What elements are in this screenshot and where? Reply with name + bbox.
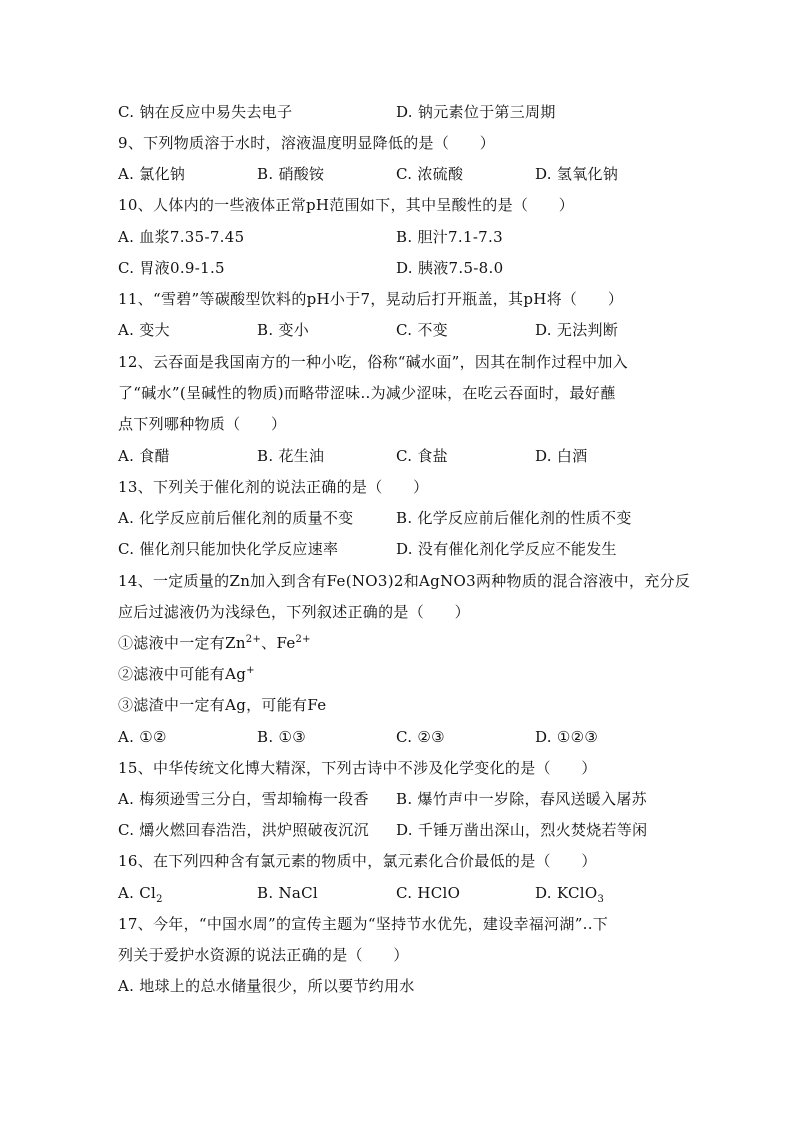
question-14-statement-2 bbox=[118, 664, 255, 684]
question-9-options bbox=[118, 164, 678, 184]
option-a: A. ①② bbox=[118, 728, 167, 746]
subscript: 3 bbox=[597, 894, 605, 905]
option-c: C. 钠在反应中易失去电子 bbox=[118, 103, 293, 121]
option-d: D. 千锤万凿出深山，烈火焚烧若等闲 bbox=[396, 821, 648, 839]
option-b: B. ①③ bbox=[257, 728, 306, 746]
option-d: D. 钠元素位于第三周期 bbox=[396, 103, 556, 121]
option-a: A. 化学反应前后催化剂的质量不变 bbox=[118, 509, 354, 527]
question-17-line-1: 17、今年，“中国水周”的宣传主题为“坚持节水优先，建设幸福河湖”..下 bbox=[118, 915, 609, 933]
question-16: 16、在下列四种含有氯元素的物质中，氯元素化合价最低的是（ ） bbox=[118, 852, 597, 870]
question-14-statement-1 bbox=[118, 633, 311, 653]
option-d: D. 胰液7.5-8.0 bbox=[396, 259, 504, 277]
option-a bbox=[118, 883, 163, 903]
option-a: A. 梅须逊雪三分白，雪却输梅一段香 bbox=[118, 790, 369, 808]
option-b: B. 化学反应前后催化剂的性质不变 bbox=[396, 509, 632, 527]
question-14-statement-3: ③滤渣中一定有Ag，可能有Fe bbox=[118, 696, 327, 714]
option-c: C. 爝火燃回春浩浩，洪炉照破夜沉沉 bbox=[118, 821, 369, 839]
question-14-line-2: 应后过滤液仍为浅绿色，下列叙述正确的是（ ） bbox=[118, 603, 470, 621]
option-b: B. 胆汁7.1-7.3 bbox=[396, 228, 503, 246]
statement-text: ②滤液中可能有Ag bbox=[118, 665, 247, 683]
question-17-line-2: 列关于爱护水资源的说法正确的是（ ） bbox=[118, 946, 409, 964]
option-line bbox=[118, 102, 678, 122]
question-10: 10、人体内的一些液体正常pH范围如下，其中呈酸性的是（ ） bbox=[118, 196, 575, 214]
option-c: C. 浓硫酸 bbox=[396, 165, 464, 183]
question-12-line-3: 点下列哪种物质（ ） bbox=[118, 415, 287, 433]
statement-text: 、Fe bbox=[261, 634, 296, 652]
option-b: B. 变小 bbox=[257, 321, 310, 339]
question-11-options bbox=[118, 320, 678, 340]
option-b: B. 爆竹声中一岁除，春风送暖入屠苏 bbox=[396, 790, 647, 808]
question-10-options-2 bbox=[118, 258, 678, 278]
superscript: + bbox=[246, 665, 255, 676]
option-b: B. 硝酸铵 bbox=[257, 165, 325, 183]
option-c: C. 胃液0.9-1.5 bbox=[118, 259, 225, 277]
option-c: C. 食盐 bbox=[396, 447, 448, 465]
question-16-options bbox=[118, 883, 678, 903]
question-10-options-1 bbox=[118, 227, 678, 247]
option-a: A. 食醋 bbox=[118, 447, 170, 465]
question-15-options-2 bbox=[118, 820, 678, 840]
formula-text: D. KClO bbox=[535, 884, 598, 902]
statement-text: ①滤液中一定有Zn bbox=[118, 634, 246, 652]
superscript: 2+ bbox=[295, 634, 311, 645]
question-15-options-1 bbox=[118, 789, 678, 809]
question-13-options-1 bbox=[118, 508, 678, 528]
option-c: C. ②③ bbox=[396, 728, 445, 746]
option-b: B. 花生油 bbox=[257, 447, 325, 465]
formula-text: A. Cl bbox=[118, 884, 157, 902]
option-d: D. 无法判断 bbox=[535, 321, 619, 339]
question-15: 15、中华传统文化博大精深，下列古诗中不涉及化学变化的是（ ） bbox=[118, 759, 597, 777]
subscript: 2 bbox=[156, 894, 163, 905]
option-d: D. 没有催化剂化学反应不能发生 bbox=[396, 540, 617, 558]
question-9: 9、下列物质溶于水时，溶液温度明显降低的是（ ） bbox=[118, 134, 496, 152]
option-c: C. 不变 bbox=[396, 321, 448, 339]
option-d bbox=[535, 883, 604, 903]
question-12-line-1: 12、云吞面是我国南方的一种小吃，俗称“碱水面”，因其在制作过程中加入 bbox=[118, 353, 628, 371]
question-12-line-2: 了“碱水”(呈碱性的物质)而略带涩味..为减少涩味，在吃云吞面时，最好蘸 bbox=[118, 384, 616, 402]
question-13: 13、下列关于催化剂的说法正确的是（ ） bbox=[118, 478, 429, 496]
question-12-options bbox=[118, 446, 678, 466]
superscript: 2+ bbox=[245, 634, 262, 645]
option-a: A. 氯化钠 bbox=[118, 165, 186, 183]
option-d: D. 氢氧化钠 bbox=[535, 165, 619, 183]
option-a: A. 变大 bbox=[118, 321, 170, 339]
question-14-line-1: 14、一定质量的Zn加入到含有Fe(NO3)2和AgNO3两种物质的混合溶液中，充分反 bbox=[118, 572, 691, 590]
question-14-options bbox=[118, 727, 678, 747]
option-a: A. 血浆7.35-7.45 bbox=[118, 228, 245, 246]
question-17-option-a: A. 地球上的总水储量很少，所以要节约用水 bbox=[118, 977, 415, 995]
option-c: C. 催化剂只能加快化学反应速率 bbox=[118, 540, 339, 558]
option-d: D. 白酒 bbox=[535, 447, 588, 465]
question-13-options-2 bbox=[118, 539, 678, 559]
option-b: B. NaCl bbox=[257, 884, 319, 902]
question-11: 11、“雪碧”等碳酸型饮料的pH小于7，晃动后打开瓶盖，其pH将（ ） bbox=[118, 290, 624, 308]
option-d: D. ①②③ bbox=[535, 728, 599, 746]
option-c: C. HClO bbox=[396, 884, 461, 902]
